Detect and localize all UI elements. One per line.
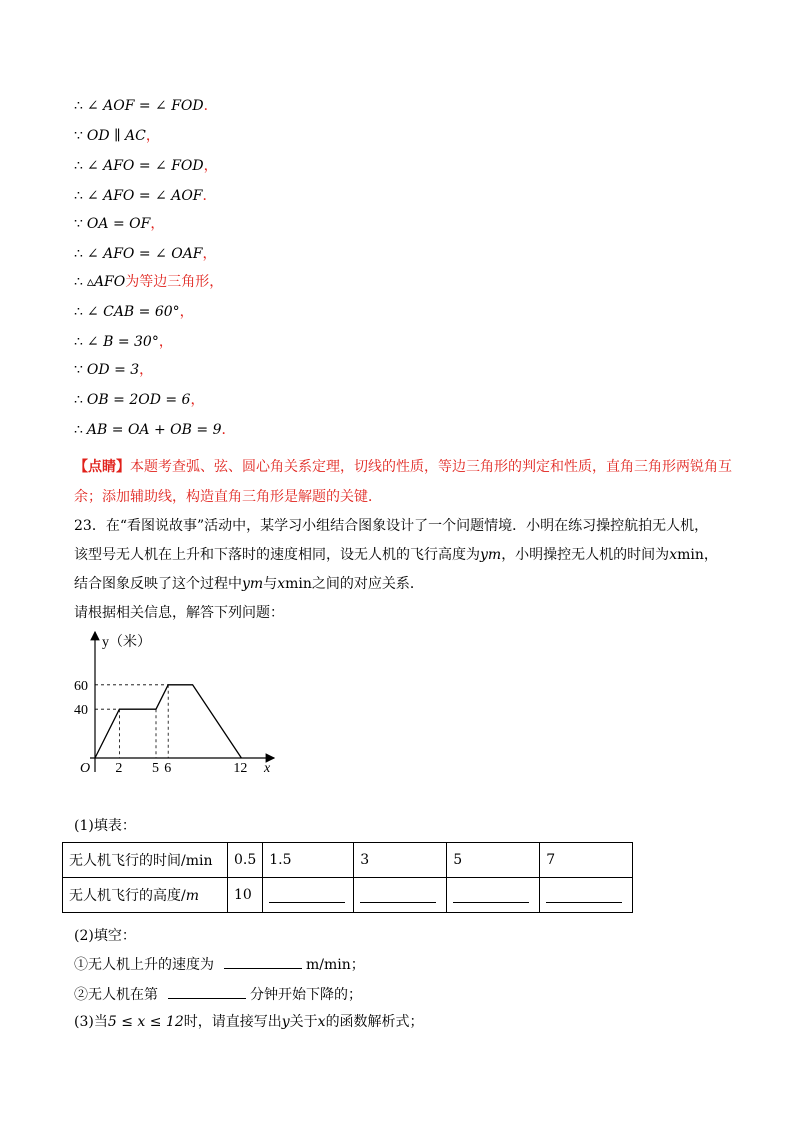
time-cell: 0.5 <box>228 843 263 878</box>
answer-blank[interactable] <box>224 954 302 969</box>
proof-expression: AB = OA + OB = 9 <box>86 422 222 438</box>
time-cell: 3 <box>354 843 447 878</box>
proof-expression: ∠ CAB = 60° <box>86 304 180 320</box>
proof-symbol: ∴ <box>74 246 83 262</box>
problem-line-3 <box>74 570 734 599</box>
answer-blank[interactable] <box>354 878 447 913</box>
y-tick-label: 60 <box>74 678 88 694</box>
proof-expression: ∠ B = 30° <box>86 334 159 350</box>
q2-text: ②无人机在第 <box>74 987 158 1003</box>
text-e: min之间的对应关系． <box>285 576 424 592</box>
p3-y: y <box>281 1014 290 1030</box>
proof-symbol: ∴ <box>74 274 83 290</box>
part2-label: (2)填空： <box>74 928 136 944</box>
proof-punct: ， <box>190 392 205 408</box>
proof-punct: ， <box>202 246 217 262</box>
x-tick-label: 12 <box>233 761 248 776</box>
height-head-text: 无人机飞行的高度/ <box>69 888 186 904</box>
proof-symbol: ∴ <box>74 188 83 204</box>
function-graph <box>68 626 288 782</box>
q1-text: ①无人机上升的速度为 <box>74 957 214 973</box>
table-row <box>63 843 633 878</box>
proof-expression: ∠ AOF = ∠ FOD <box>86 98 204 114</box>
height-cell: 10 <box>228 878 263 913</box>
proof-punct: ， <box>150 216 165 232</box>
height-unit: m <box>185 888 199 904</box>
proof-step <box>74 244 217 264</box>
proof-step <box>74 186 217 206</box>
answer-blank[interactable] <box>447 878 540 913</box>
time-cell: 5 <box>447 843 540 878</box>
problem-prompt: 请根据相关信息，解答下列问题： <box>74 605 284 621</box>
part3-question <box>74 1012 424 1032</box>
proof-punct: ， <box>179 304 194 320</box>
p3-c: 关于 <box>289 1014 318 1030</box>
comment-text: 本题考查弧、弦、圆心角关系定理，切线的性质，等边三角形的判定和性质，直角三角形两锐角互余；添加辅助线，构造直角三角形是解题的关键． <box>74 459 732 505</box>
problem-statement <box>74 512 734 628</box>
p3-a: (3)当 <box>74 1014 108 1030</box>
proof-punct: ， <box>158 334 173 350</box>
proof-step <box>74 420 235 440</box>
answer-blank[interactable] <box>540 878 633 913</box>
proof-punct: ， <box>203 158 218 174</box>
time-cell: 1.5 <box>263 843 354 878</box>
proof-step <box>74 302 194 322</box>
part2-q2 <box>74 984 362 1005</box>
var-x: x <box>277 576 286 592</box>
proof-step <box>74 272 223 292</box>
text-c: ，小明操控无人机的时间为 <box>501 547 670 563</box>
proof-symbol: ∴ <box>74 98 83 114</box>
comment-block <box>74 452 734 512</box>
time-cell: 7 <box>540 843 633 878</box>
comment-tag: 【点睛】 <box>74 459 130 475</box>
proof-expression: ∠ AFO = ∠ OAF <box>86 246 203 262</box>
text-a: 结合图象反映了这个过程中 <box>74 576 242 592</box>
proof-step <box>74 214 164 234</box>
text-c: 与 <box>263 576 278 592</box>
answer-blank[interactable] <box>168 984 246 999</box>
part2-q1 <box>74 954 365 975</box>
table-row <box>63 878 633 913</box>
proof-symbol: ∵ <box>74 216 83 232</box>
var-ym: ym <box>480 547 502 563</box>
proof-punct: 为等边三角形， <box>125 274 224 290</box>
origin-label: O <box>80 761 91 776</box>
q2-tail: 分钟开始下降的； <box>250 987 362 1003</box>
q1-unit: m/min； <box>306 957 365 973</box>
proof-step <box>74 156 218 176</box>
y-axis-label: y（米） <box>102 635 151 650</box>
proof-punct: ， <box>145 128 160 144</box>
x-tick-label: 2 <box>115 761 123 776</box>
text-e: min， <box>677 547 718 563</box>
proof-symbol: ∴ <box>74 304 83 320</box>
answer-blank[interactable] <box>263 878 354 913</box>
proof-expression: OB = 2OD = 6 <box>86 392 191 408</box>
proof-punct: ． <box>202 188 217 204</box>
proof-expression: OA = OF <box>86 216 151 232</box>
fill-table <box>62 842 633 913</box>
var-ym: ym <box>242 576 264 592</box>
p3-condition: 5 ≤ x ≤ 12 <box>107 1014 184 1030</box>
proof-symbol: ∵ <box>74 362 83 378</box>
x-tick-label: 6 <box>164 761 172 776</box>
problem-line-1: 23．在“看图说故事”活动中，某学习小组结合图象设计了一个问题情境．小明在练习操控航拍无人机， <box>74 518 709 534</box>
row-head-time: 无人机飞行的时间/min <box>63 843 228 878</box>
proof-expression: OD = 3 <box>86 362 140 378</box>
proof-step <box>74 96 218 116</box>
proof-symbol: ∵ <box>74 128 83 144</box>
proof-symbol: ∴ <box>74 392 83 408</box>
text-a: 该型号无人机在上升和下落时的速度相同，设无人机的飞行高度为 <box>74 547 480 563</box>
proof-punct: ， <box>139 362 154 378</box>
proof-expression: ∠ AFO = ∠ FOD <box>86 158 204 174</box>
y-tick-label: 40 <box>74 703 88 719</box>
proof-symbol: ∴ <box>74 334 83 350</box>
proof-symbol: ∴ <box>74 422 83 438</box>
x-tick-label: 5 <box>152 761 159 776</box>
part1-label: (1)填表： <box>74 818 136 834</box>
p3-d: 的函数解析式； <box>325 1014 424 1030</box>
proof-expression: OD ∥ AC <box>86 128 146 144</box>
proof-punct: ． <box>221 422 236 438</box>
proof-expression: ∠ AFO = ∠ AOF <box>86 188 203 204</box>
p3-x: x <box>317 1014 326 1030</box>
proof-expression: ▵AFO <box>86 274 126 290</box>
proof-step <box>74 126 160 146</box>
row-head-height <box>63 878 228 913</box>
var-x: x <box>669 547 678 563</box>
proof-step <box>74 360 153 380</box>
proof-punct: ． <box>203 98 218 114</box>
problem-line-2 <box>74 541 734 570</box>
proof-symbol: ∴ <box>74 158 83 174</box>
x-axis-label: x <box>264 761 271 776</box>
p3-b: 时，请直接写出 <box>183 1014 282 1030</box>
proof-step <box>74 332 173 352</box>
proof-step <box>74 390 204 410</box>
